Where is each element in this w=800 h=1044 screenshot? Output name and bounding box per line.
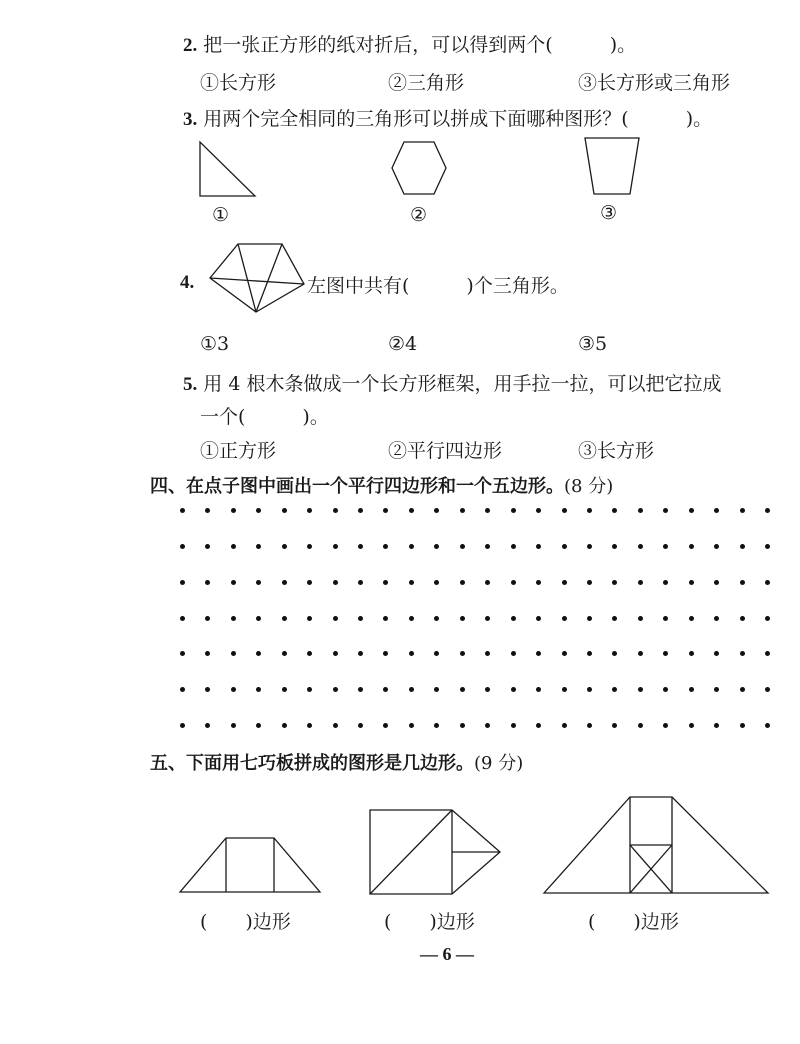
grid-dot[interactable] bbox=[511, 580, 516, 585]
question-text: 把一张正方形的纸对折后，可以得到两个( )。 bbox=[203, 34, 637, 56]
grid-dot[interactable] bbox=[434, 616, 439, 621]
grid-dot[interactable] bbox=[511, 616, 516, 621]
grid-dot[interactable] bbox=[663, 723, 668, 728]
grid-dot[interactable] bbox=[358, 616, 363, 621]
answer-label-3[interactable]: ( )边形 bbox=[588, 911, 679, 933]
question-2 bbox=[183, 30, 636, 57]
grid-dot[interactable] bbox=[383, 687, 388, 692]
grid-dot[interactable] bbox=[612, 687, 617, 692]
grid-dot[interactable] bbox=[307, 508, 312, 513]
grid-dot[interactable] bbox=[536, 508, 541, 513]
question-3 bbox=[183, 104, 712, 131]
page-number: — 6 — bbox=[420, 944, 474, 964]
grid-dot[interactable] bbox=[460, 616, 465, 621]
dot-grid[interactable] bbox=[180, 508, 770, 728]
grid-dot[interactable] bbox=[434, 723, 439, 728]
answer-label-2[interactable]: ( )边形 bbox=[384, 911, 475, 933]
grid-dot[interactable] bbox=[282, 616, 287, 621]
section-4-heading bbox=[150, 472, 613, 498]
grid-dot[interactable] bbox=[562, 651, 567, 656]
grid-dot[interactable] bbox=[536, 723, 541, 728]
grid-dot[interactable] bbox=[383, 580, 388, 585]
grid-dot[interactable] bbox=[180, 544, 185, 549]
q2-option-1[interactable]: ①长方形 bbox=[200, 72, 277, 94]
grid-dot[interactable] bbox=[205, 580, 210, 585]
q4-option-3[interactable]: ③5 bbox=[578, 333, 608, 355]
grid-dot[interactable] bbox=[307, 616, 312, 621]
q4-option-1[interactable]: ①3 bbox=[200, 333, 230, 355]
question-text-line-1: 用 4 根木条做成一个长方形框架，用手拉一拉，可以把它拉成 bbox=[203, 373, 722, 395]
grid-dot[interactable] bbox=[256, 723, 261, 728]
grid-dot[interactable] bbox=[663, 508, 668, 513]
grid-dot[interactable] bbox=[180, 616, 185, 621]
grid-dot[interactable] bbox=[434, 687, 439, 692]
grid-dot[interactable] bbox=[333, 651, 338, 656]
tangram-trapezoid bbox=[178, 836, 324, 896]
grid-dot[interactable] bbox=[638, 723, 643, 728]
grid-dot[interactable] bbox=[307, 687, 312, 692]
grid-dot[interactable] bbox=[307, 651, 312, 656]
grid-dot[interactable] bbox=[282, 723, 287, 728]
grid-dot[interactable] bbox=[256, 651, 261, 656]
grid-dot[interactable] bbox=[714, 508, 719, 513]
grid-dot[interactable] bbox=[587, 687, 592, 692]
grid-dot[interactable] bbox=[562, 544, 567, 549]
grid-dot[interactable] bbox=[511, 651, 516, 656]
section-title: 四、在点子图中画出一个平行四边形和一个五边形。 bbox=[150, 476, 564, 497]
grid-dot[interactable] bbox=[180, 687, 185, 692]
grid-dot[interactable] bbox=[256, 687, 261, 692]
grid-dot[interactable] bbox=[562, 687, 567, 692]
grid-dot[interactable] bbox=[358, 544, 363, 549]
grid-dot[interactable] bbox=[180, 580, 185, 585]
grid-dot[interactable] bbox=[765, 687, 770, 692]
grid-dot[interactable] bbox=[485, 687, 490, 692]
grid-dot[interactable] bbox=[282, 651, 287, 656]
grid-dot[interactable] bbox=[333, 687, 338, 692]
grid-dot[interactable] bbox=[256, 580, 261, 585]
question-4-number: 4. bbox=[180, 272, 195, 293]
grid-dot[interactable] bbox=[409, 544, 414, 549]
tangram-triangle bbox=[542, 795, 772, 897]
grid-dot[interactable] bbox=[612, 651, 617, 656]
section-points: (8 分) bbox=[564, 476, 614, 497]
grid-dot[interactable] bbox=[689, 580, 694, 585]
grid-dot[interactable] bbox=[511, 508, 516, 513]
grid-dot[interactable] bbox=[511, 723, 516, 728]
grid-dot[interactable] bbox=[205, 508, 210, 513]
grid-dot[interactable] bbox=[740, 544, 745, 549]
grid-dot[interactable] bbox=[740, 508, 745, 513]
grid-dot[interactable] bbox=[740, 651, 745, 656]
grid-dot[interactable] bbox=[587, 508, 592, 513]
grid-dot[interactable] bbox=[511, 687, 516, 692]
grid-dot[interactable] bbox=[358, 651, 363, 656]
grid-dot[interactable] bbox=[434, 651, 439, 656]
grid-dot[interactable] bbox=[409, 508, 414, 513]
grid-dot[interactable] bbox=[485, 580, 490, 585]
answer-label-1[interactable]: ( )边形 bbox=[200, 911, 291, 933]
grid-dot[interactable] bbox=[434, 508, 439, 513]
grid-dot[interactable] bbox=[714, 616, 719, 621]
grid-dot[interactable] bbox=[689, 651, 694, 656]
grid-dot[interactable] bbox=[562, 616, 567, 621]
grid-dot[interactable] bbox=[562, 508, 567, 513]
grid-dot[interactable] bbox=[434, 544, 439, 549]
grid-dot[interactable] bbox=[231, 651, 236, 656]
grid-dot[interactable] bbox=[409, 580, 414, 585]
grid-dot[interactable] bbox=[638, 580, 643, 585]
question-text-line-2: 一个( )。 bbox=[200, 406, 329, 428]
grid-dot[interactable] bbox=[612, 508, 617, 513]
grid-dot[interactable] bbox=[205, 616, 210, 621]
grid-dot[interactable] bbox=[689, 508, 694, 513]
grid-dot[interactable] bbox=[536, 580, 541, 585]
grid-dot[interactable] bbox=[638, 508, 643, 513]
grid-dot[interactable] bbox=[358, 723, 363, 728]
grid-dot[interactable] bbox=[282, 544, 287, 549]
q5-option-3[interactable]: ③长方形 bbox=[578, 440, 655, 462]
grid-dot[interactable] bbox=[587, 723, 592, 728]
grid-dot[interactable] bbox=[765, 616, 770, 621]
grid-dot[interactable] bbox=[231, 616, 236, 621]
grid-dot[interactable] bbox=[714, 544, 719, 549]
grid-dot[interactable] bbox=[663, 687, 668, 692]
grid-dot[interactable] bbox=[714, 687, 719, 692]
grid-dot[interactable] bbox=[333, 544, 338, 549]
q2-option-2[interactable]: ②三角形 bbox=[388, 72, 465, 94]
section-title: 五、下面用七巧板拼成的图形是几边形。 bbox=[150, 753, 474, 774]
right-triangle-icon bbox=[198, 140, 258, 198]
grid-dot[interactable] bbox=[765, 580, 770, 585]
grid-dot[interactable] bbox=[562, 580, 567, 585]
grid-dot[interactable] bbox=[307, 580, 312, 585]
grid-dot[interactable] bbox=[765, 651, 770, 656]
grid-dot[interactable] bbox=[358, 508, 363, 513]
grid-dot[interactable] bbox=[205, 651, 210, 656]
pentagon-figure bbox=[208, 242, 308, 314]
grid-dot[interactable] bbox=[714, 723, 719, 728]
grid-dot[interactable] bbox=[485, 616, 490, 621]
grid-dot[interactable] bbox=[485, 723, 490, 728]
grid-dot[interactable] bbox=[638, 616, 643, 621]
grid-dot[interactable] bbox=[333, 508, 338, 513]
grid-dot[interactable] bbox=[740, 580, 745, 585]
grid-dot[interactable] bbox=[740, 687, 745, 692]
grid-dot[interactable] bbox=[460, 723, 465, 728]
grid-dot[interactable] bbox=[307, 544, 312, 549]
hexagon-icon bbox=[390, 140, 450, 198]
grid-dot[interactable] bbox=[231, 723, 236, 728]
question-number: 2. bbox=[183, 35, 198, 56]
grid-dot[interactable] bbox=[587, 544, 592, 549]
grid-dot[interactable] bbox=[612, 580, 617, 585]
grid-dot[interactable] bbox=[740, 616, 745, 621]
grid-dot[interactable] bbox=[536, 651, 541, 656]
grid-dot[interactable] bbox=[333, 616, 338, 621]
grid-dot[interactable] bbox=[231, 687, 236, 692]
grid-dot[interactable] bbox=[205, 687, 210, 692]
grid-dot[interactable] bbox=[460, 687, 465, 692]
grid-dot[interactable] bbox=[485, 651, 490, 656]
grid-dot[interactable] bbox=[485, 544, 490, 549]
grid-dot[interactable] bbox=[663, 544, 668, 549]
grid-dot[interactable] bbox=[282, 580, 287, 585]
grid-dot[interactable] bbox=[282, 508, 287, 513]
grid-dot[interactable] bbox=[383, 508, 388, 513]
grid-dot[interactable] bbox=[358, 687, 363, 692]
grid-dot[interactable] bbox=[562, 723, 567, 728]
grid-dot[interactable] bbox=[536, 687, 541, 692]
grid-dot[interactable] bbox=[536, 616, 541, 621]
q4-option-2[interactable]: ②4 bbox=[388, 333, 418, 355]
grid-dot[interactable] bbox=[231, 544, 236, 549]
grid-dot[interactable] bbox=[587, 616, 592, 621]
grid-dot[interactable] bbox=[434, 580, 439, 585]
grid-dot[interactable] bbox=[180, 651, 185, 656]
question-5 bbox=[183, 369, 721, 396]
grid-dot[interactable] bbox=[383, 616, 388, 621]
grid-dot[interactable] bbox=[460, 508, 465, 513]
grid-dot[interactable] bbox=[383, 651, 388, 656]
grid-dot[interactable] bbox=[765, 508, 770, 513]
q2-option-3[interactable]: ③长方形或三角形 bbox=[578, 72, 731, 94]
grid-dot[interactable] bbox=[180, 508, 185, 513]
grid-dot[interactable] bbox=[205, 723, 210, 728]
grid-dot[interactable] bbox=[256, 616, 261, 621]
q3-figure-label-1[interactable]: ① bbox=[212, 204, 230, 226]
grid-dot[interactable] bbox=[485, 508, 490, 513]
tangram-pentagon bbox=[368, 808, 504, 898]
grid-dot[interactable] bbox=[460, 580, 465, 585]
grid-dot[interactable] bbox=[689, 616, 694, 621]
grid-dot[interactable] bbox=[231, 580, 236, 585]
grid-dot[interactable] bbox=[638, 687, 643, 692]
trapezoid-icon bbox=[583, 136, 643, 198]
section-points: (9 分) bbox=[474, 753, 524, 774]
q5-option-2[interactable]: ②平行四边形 bbox=[388, 440, 503, 462]
grid-dot[interactable] bbox=[663, 651, 668, 656]
grid-dot[interactable] bbox=[256, 544, 261, 549]
question-number: 3. bbox=[183, 109, 198, 130]
grid-dot[interactable] bbox=[409, 687, 414, 692]
grid-dot[interactable] bbox=[638, 544, 643, 549]
grid-dot[interactable] bbox=[460, 651, 465, 656]
q3-figure-label-2[interactable]: ② bbox=[410, 204, 428, 226]
grid-dot[interactable] bbox=[536, 544, 541, 549]
grid-dot[interactable] bbox=[740, 723, 745, 728]
grid-dot[interactable] bbox=[409, 616, 414, 621]
grid-dot[interactable] bbox=[663, 580, 668, 585]
grid-dot[interactable] bbox=[358, 580, 363, 585]
grid-dot[interactable] bbox=[638, 651, 643, 656]
grid-dot[interactable] bbox=[383, 544, 388, 549]
grid-dot[interactable] bbox=[256, 508, 261, 513]
grid-dot[interactable] bbox=[282, 687, 287, 692]
grid-dot[interactable] bbox=[180, 723, 185, 728]
grid-dot[interactable] bbox=[612, 616, 617, 621]
grid-dot[interactable] bbox=[765, 723, 770, 728]
question-text: 用两个完全相同的三角形可以拼成下面哪种图形？( )。 bbox=[203, 108, 713, 130]
q5-option-1[interactable]: ①正方形 bbox=[200, 440, 277, 462]
grid-dot[interactable] bbox=[333, 580, 338, 585]
grid-dot[interactable] bbox=[460, 544, 465, 549]
question-number: 5. bbox=[183, 374, 198, 395]
grid-dot[interactable] bbox=[612, 544, 617, 549]
grid-dot[interactable] bbox=[383, 723, 388, 728]
grid-dot[interactable] bbox=[587, 651, 592, 656]
grid-dot[interactable] bbox=[587, 580, 592, 585]
grid-dot[interactable] bbox=[689, 544, 694, 549]
grid-dot[interactable] bbox=[765, 544, 770, 549]
grid-dot[interactable] bbox=[231, 508, 236, 513]
grid-dot[interactable] bbox=[689, 723, 694, 728]
grid-dot[interactable] bbox=[714, 580, 719, 585]
grid-dot[interactable] bbox=[307, 723, 312, 728]
grid-dot[interactable] bbox=[333, 723, 338, 728]
grid-dot[interactable] bbox=[663, 616, 668, 621]
grid-dot[interactable] bbox=[409, 651, 414, 656]
section-5-heading bbox=[150, 749, 523, 775]
grid-dot[interactable] bbox=[205, 544, 210, 549]
grid-dot[interactable] bbox=[511, 544, 516, 549]
question-text: 左图中共有( )个三角形。 bbox=[307, 275, 569, 297]
grid-dot[interactable] bbox=[409, 723, 414, 728]
grid-dot[interactable] bbox=[612, 723, 617, 728]
grid-dot[interactable] bbox=[714, 651, 719, 656]
q3-figure-label-3[interactable]: ③ bbox=[600, 202, 618, 224]
grid-dot[interactable] bbox=[689, 687, 694, 692]
